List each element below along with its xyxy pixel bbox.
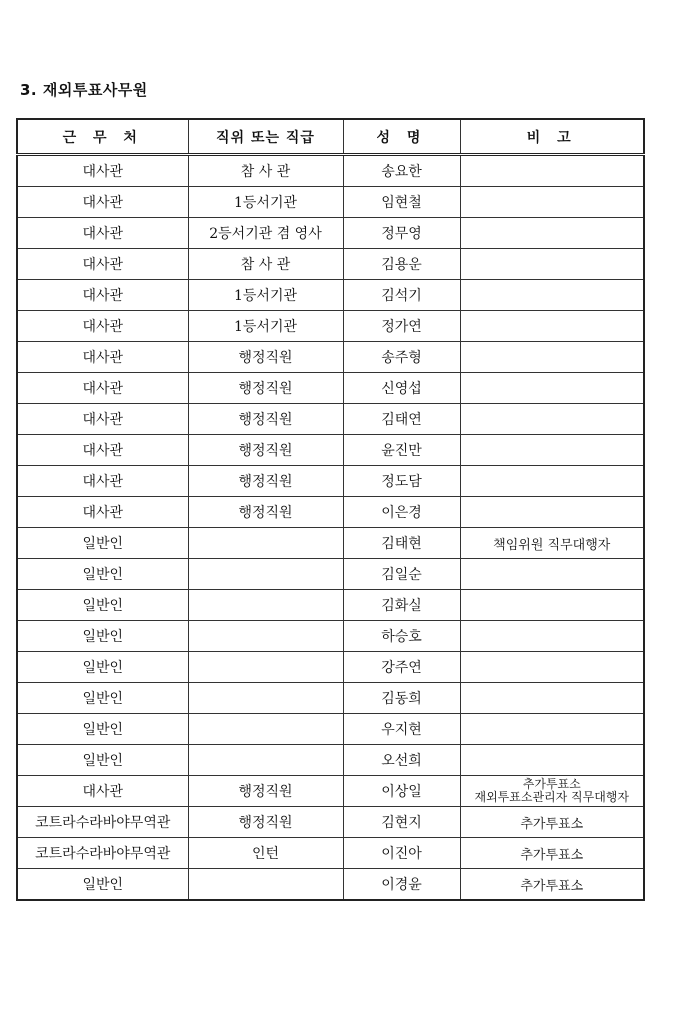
cell-remarks [460, 311, 644, 342]
cell-workplace: 대사관 [17, 155, 188, 187]
table-row [17, 621, 644, 652]
cell-remarks [460, 776, 644, 807]
cell-workplace: 일반인 [17, 683, 188, 714]
cell-position [188, 528, 343, 559]
cell-workplace: 대사관 [17, 187, 188, 218]
cell-position: 행정직원 [188, 466, 343, 497]
table-row [17, 249, 644, 280]
cell-position [188, 590, 343, 621]
section-title: 3. 재외투표사무원 [20, 81, 148, 99]
table-row [17, 807, 644, 838]
cell-position [188, 714, 343, 745]
table-row [17, 838, 644, 869]
cell-workplace: 일반인 [17, 590, 188, 621]
cell-name: 이경윤 [343, 869, 460, 901]
cell-remarks [460, 714, 644, 745]
cell-remarks [460, 435, 644, 466]
cell-workplace: 대사관 [17, 404, 188, 435]
cell-remarks [460, 155, 644, 187]
table-row [17, 776, 644, 807]
cell-remarks [460, 652, 644, 683]
cell-remarks: 추가투표소 [460, 869, 644, 901]
cell-workplace: 일반인 [17, 745, 188, 776]
cell-remarks: 추가투표소 [460, 838, 644, 869]
cell-position [188, 559, 343, 590]
cell-workplace: 일반인 [17, 621, 188, 652]
cell-remarks [460, 187, 644, 218]
cell-workplace: 대사관 [17, 373, 188, 404]
cell-name: 정가연 [343, 311, 460, 342]
table-row [17, 404, 644, 435]
cell-position: 2등서기관 겸 영사 [188, 218, 343, 249]
cell-position: 1등서기관 [188, 280, 343, 311]
cell-name: 김태현 [343, 528, 460, 559]
cell-position: 행정직원 [188, 435, 343, 466]
cell-name: 김현지 [343, 807, 460, 838]
header-workplace: 근 무 처 [17, 119, 188, 155]
table-row [17, 373, 644, 404]
cell-remarks [460, 497, 644, 528]
table-row [17, 559, 644, 590]
cell-name: 이은경 [343, 497, 460, 528]
cell-remarks: 추가투표소 [460, 807, 644, 838]
cell-name: 신영섭 [343, 373, 460, 404]
cell-remarks [460, 745, 644, 776]
cell-position: 행정직원 [188, 404, 343, 435]
cell-position [188, 621, 343, 652]
cell-workplace: 대사관 [17, 466, 188, 497]
cell-workplace: 코트라수라바야무역관 [17, 838, 188, 869]
cell-position: 행정직원 [188, 776, 343, 807]
cell-name: 김태연 [343, 404, 460, 435]
cell-name: 김동희 [343, 683, 460, 714]
table-row [17, 342, 644, 373]
remarks-line: 재외투표소관리자 직무대행자 [474, 790, 629, 804]
table-row [17, 869, 644, 901]
cell-workplace: 일반인 [17, 869, 188, 901]
cell-name: 이진아 [343, 838, 460, 869]
cell-workplace: 일반인 [17, 714, 188, 745]
table-row [17, 155, 644, 187]
cell-workplace: 대사관 [17, 249, 188, 280]
table-row [17, 528, 644, 559]
cell-position: 참 사 관 [188, 155, 343, 187]
cell-position [188, 869, 343, 901]
cell-name: 김일순 [343, 559, 460, 590]
table-row [17, 435, 644, 466]
table-row [17, 714, 644, 745]
cell-workplace: 대사관 [17, 280, 188, 311]
table-row [17, 683, 644, 714]
cell-name: 정도담 [343, 466, 460, 497]
cell-name: 김석기 [343, 280, 460, 311]
cell-position: 행정직원 [188, 807, 343, 838]
table-row [17, 497, 644, 528]
cell-position: 행정직원 [188, 497, 343, 528]
table-row [17, 218, 644, 249]
cell-workplace: 대사관 [17, 497, 188, 528]
cell-name: 윤진만 [343, 435, 460, 466]
cell-workplace: 일반인 [17, 528, 188, 559]
cell-position: 1등서기관 [188, 311, 343, 342]
cell-workplace: 대사관 [17, 342, 188, 373]
cell-remarks [460, 590, 644, 621]
cell-remarks [460, 280, 644, 311]
cell-remarks [460, 404, 644, 435]
cell-name: 오선희 [343, 745, 460, 776]
cell-position [188, 683, 343, 714]
cell-position [188, 745, 343, 776]
cell-workplace: 대사관 [17, 776, 188, 807]
cell-remarks [460, 683, 644, 714]
cell-remarks: 책임위원 직무대행자 [460, 528, 644, 559]
cell-workplace: 일반인 [17, 652, 188, 683]
cell-workplace: 일반인 [17, 559, 188, 590]
cell-name: 임현철 [343, 187, 460, 218]
cell-remarks [460, 621, 644, 652]
cell-position: 참 사 관 [188, 249, 343, 280]
staff-table [16, 118, 645, 901]
header-name: 성 명 [343, 119, 460, 155]
cell-remarks [460, 342, 644, 373]
cell-workplace: 대사관 [17, 435, 188, 466]
cell-workplace: 코트라수라바야무역관 [17, 807, 188, 838]
cell-position: 1등서기관 [188, 187, 343, 218]
table-row [17, 466, 644, 497]
table-row [17, 187, 644, 218]
table-row [17, 280, 644, 311]
table-row [17, 590, 644, 621]
cell-position [188, 652, 343, 683]
header-remarks: 비 고 [460, 119, 644, 155]
table-row [17, 311, 644, 342]
cell-name: 이상일 [343, 776, 460, 807]
table-row [17, 745, 644, 776]
cell-workplace: 대사관 [17, 218, 188, 249]
cell-name: 김화실 [343, 590, 460, 621]
cell-remarks [460, 466, 644, 497]
cell-position: 인턴 [188, 838, 343, 869]
cell-remarks [460, 559, 644, 590]
cell-name: 송요한 [343, 155, 460, 187]
cell-workplace: 대사관 [17, 311, 188, 342]
cell-name: 정무영 [343, 218, 460, 249]
cell-name: 강주연 [343, 652, 460, 683]
cell-name: 우지현 [343, 714, 460, 745]
cell-name: 송주형 [343, 342, 460, 373]
cell-name: 김용운 [343, 249, 460, 280]
cell-position: 행정직원 [188, 373, 343, 404]
table-row [17, 652, 644, 683]
table-body [17, 155, 644, 901]
cell-name: 하승호 [343, 621, 460, 652]
cell-remarks [460, 249, 644, 280]
cell-position: 행정직원 [188, 342, 343, 373]
remarks-line: 추가투표소 [522, 777, 581, 791]
header-position: 직위 또는 직급 [188, 119, 343, 155]
cell-remarks [460, 218, 644, 249]
table-header-row [17, 119, 644, 155]
cell-remarks [460, 373, 644, 404]
